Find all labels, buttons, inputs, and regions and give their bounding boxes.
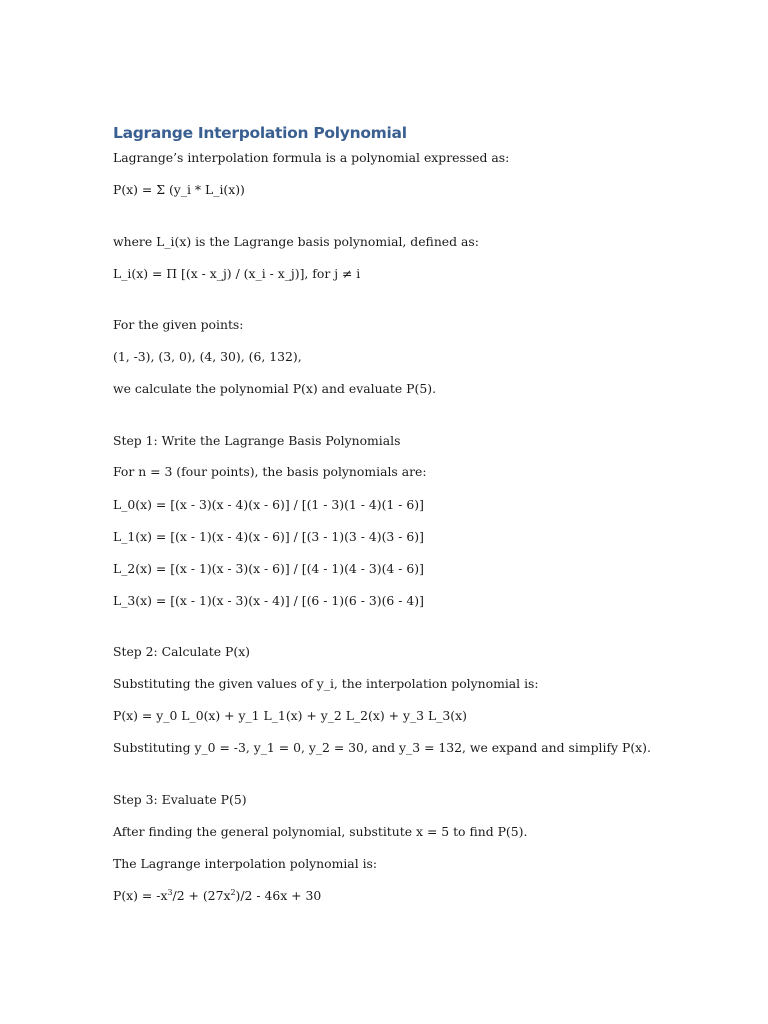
step2-intro: Substituting the given values of y_i, the interpolation polynomial is: (113, 676, 539, 691)
points-list: (1, -3), (3, 0), (4, 30), (6, 132), (113, 349, 302, 364)
step3-title: Step 3: Evaluate P(5) (113, 792, 247, 807)
result-part-3: )/2 - 46x + 30 (235, 888, 322, 903)
basis-l1: L_1(x) = [(x - 1)(x - 4)(x - 6)] / [(3 - 1)(3 - 4)(3 - 6)] (113, 529, 424, 544)
step2-formula: P(x) = y_0 L_0(x) + y_1 L_1(x) + y_2 L_2(x) + y_3 L_3(x) (113, 708, 467, 723)
result-intro: The Lagrange interpolation polynomial is: (113, 856, 378, 871)
step3-instruction: After finding the general polynomial, substitute x = 5 to find P(5). (113, 824, 528, 839)
basis-l2: L_2(x) = [(x - 1)(x - 3)(x - 6)] / [(4 - 1)(4 - 3)(4 - 6)] (113, 561, 424, 576)
result-exponent-1: 3 (167, 887, 173, 897)
basis-l0: L_0(x) = [(x - 3)(x - 4)(x - 6)] / [(1 - 3)(1 - 4)(1 - 6)] (113, 497, 424, 512)
basis-intro-text: where L_i(x) is the Lagrange basis polynomial, defined as: (113, 234, 479, 249)
result-part-2: /2 + (27x (172, 888, 231, 903)
step2-substitution: Substituting y_0 = -3, y_1 = 0, y_2 = 30, and y_3 = 132, we expand and simplify P(x). (113, 740, 651, 755)
result-polynomial (113, 888, 321, 904)
basis-formula: L_i(x) = Π [(x - x_j) / (x_i - x_j)], for j ≠ i (113, 266, 361, 281)
step1-title: Step 1: Write the Lagrange Basis Polynomials (113, 433, 401, 448)
basis-l3: L_3(x) = [(x - 1)(x - 3)(x - 4)] / [(6 - 1)(6 - 3)(6 - 4)] (113, 593, 424, 608)
result-part-1: P(x) = -x (113, 888, 168, 903)
step2-title: Step 2: Calculate P(x) (113, 644, 251, 659)
document-title: Lagrange Interpolation Polynomial (113, 124, 407, 142)
intro-text: Lagrange’s interpolation formula is a polynomial expressed as: (113, 150, 510, 165)
result-exponent-2: 2 (230, 887, 236, 897)
main-formula: P(x) = Σ (y_i * L_i(x)) (113, 182, 245, 197)
points-intro-text: For the given points: (113, 317, 244, 332)
points-goal-text: we calculate the polynomial P(x) and evaluate P(5). (113, 381, 437, 396)
step1-intro: For n = 3 (four points), the basis polynomials are: (113, 464, 427, 479)
